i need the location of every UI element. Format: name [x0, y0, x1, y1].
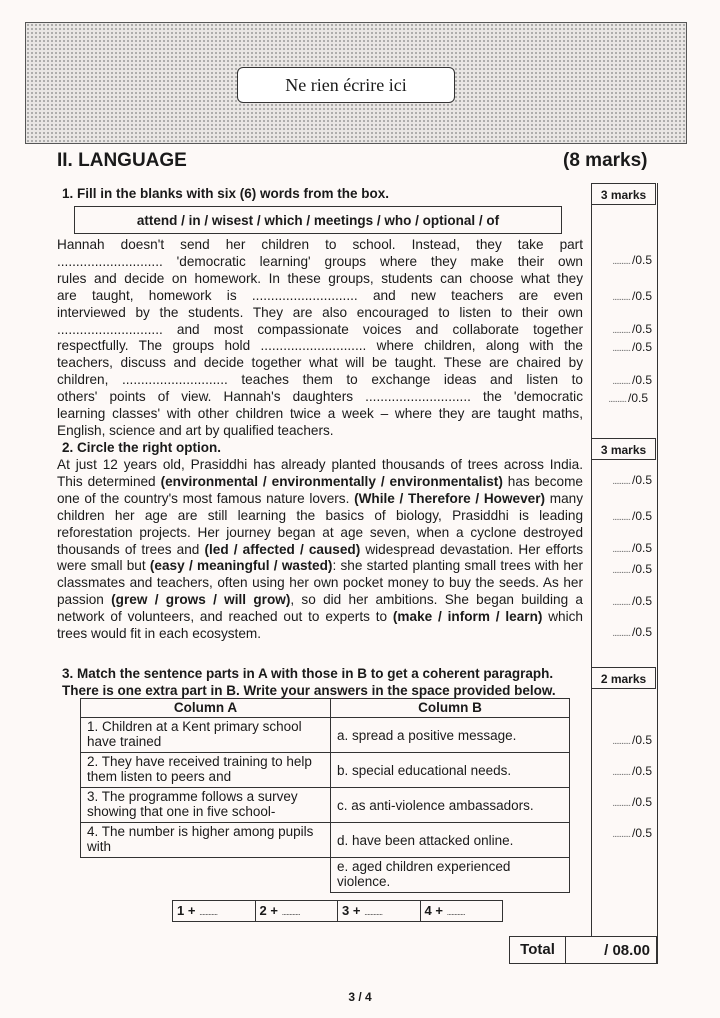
score-slot[interactable]: .......... /0.5	[612, 289, 652, 303]
q1-marks: 3 marks	[591, 183, 656, 205]
column-b-cell: e. aged children experienced violence.	[331, 858, 570, 893]
column-a-header: Column A	[81, 699, 331, 718]
table-row	[81, 753, 570, 788]
q3-title-2: There is one extra part in B. Write your answers in the space provided below.	[62, 683, 556, 698]
page-number: 3 / 4	[348, 990, 372, 1004]
score-slot[interactable]: .......... /0.5	[612, 473, 652, 487]
table-row	[81, 718, 570, 753]
q1-paragraph	[57, 237, 583, 440]
section-marks: (8 marks)	[563, 150, 648, 171]
answer-grid	[172, 900, 503, 922]
score-slot[interactable]: .......... /0.5	[612, 826, 652, 840]
text-line: ............................ 'democratic learning' groups where they make their own	[57, 253, 583, 269]
column-a-cell: 3. The programme follows a survey showing that one in five school-	[81, 788, 331, 823]
total-label: Total	[510, 937, 566, 963]
q2-paragraph: At just 12 years old, Prasiddhi has already planted thousands of trees across India. This determined (environmental / environmentally / environmentalist) has become one of the country's most famous nature lovers. (While / Therefore / However) many children her age are still learning the basics of biology, Prasiddhi is leading reforestation projects. Her journey began at age seven, when a cyclone destroyed thousands of trees and (led / affected / caused) widespread devastation. Her efforts were small but (easy / meaningful / wasted): she started planting small trees with her classmates and teachers, often using her own pocket money to buy the seeds. As her passion (grew / grows / will grow), so did her ambitions. She began building a network of volunteers, and reached out to experts to (make / inform / learn) which trees would fit in each ecosystem.	[57, 457, 583, 642]
score-slot[interactable]: .......... /0.5	[612, 373, 652, 387]
text-line: learning classes' with other children twice a week – where they are taught maths,	[57, 406, 583, 422]
text-line: others' points of view. Hannah's daughters ............................ the 'democratic	[57, 389, 583, 405]
score-slot[interactable]: .......... /0.5	[612, 625, 652, 639]
score-slot[interactable]: .......... /0.5	[612, 733, 652, 747]
score-slot[interactable]: .......... /0.5	[612, 594, 652, 608]
q2-title: 2. Circle the right option.	[62, 440, 222, 455]
text-line: interviewed by the students. They are also encouraged to listen to their own	[57, 304, 583, 320]
column-b-cell: d. have been attacked online.	[331, 823, 570, 858]
score-slot[interactable]: .......... /0.5	[608, 391, 648, 405]
column-b-cell: a. spread a positive message.	[331, 718, 570, 753]
score-slot[interactable]: .......... /0.5	[612, 253, 652, 267]
table-row	[81, 858, 570, 893]
section-title: II. LANGUAGE	[57, 150, 187, 171]
answer-slot-1[interactable]: 1 + ............	[173, 901, 256, 921]
table-header-row	[81, 699, 570, 718]
column-b-header: Column B	[331, 699, 570, 718]
table-row	[81, 823, 570, 858]
text-line: teachers, discuss and decide together what will be taught. These are chaired by	[57, 355, 583, 371]
text-line: Hannah doesn't send her children to school. Instead, they take part	[57, 237, 583, 252]
column-b-cell: c. as anti-violence ambassadors.	[331, 788, 570, 823]
match-table	[80, 698, 570, 893]
text-line: English, science and art by qualified teachers.	[57, 422, 334, 438]
q3-marks: 2 marks	[591, 667, 656, 689]
text-line: rules and decide on homework. In these groups, students can choose what they	[57, 270, 583, 286]
no-write-label: Ne rien écrire ici	[237, 67, 455, 103]
answer-slot-4[interactable]: 4 + ............	[424, 903, 465, 918]
score-slot[interactable]: .......... /0.5	[612, 541, 652, 555]
answer-slot-2[interactable]: 2 + ............	[256, 901, 339, 921]
column-a-cell: 1. Children at a Kent primary school have trained	[81, 718, 331, 753]
score-slot[interactable]: .......... /0.5	[612, 322, 652, 336]
word-box: attend / in / wisest / which / meetings / who / optional / of	[74, 206, 562, 234]
score-slot[interactable]: .......... /0.5	[612, 562, 652, 576]
text-line: ............................ and most compassionate voices and collaborate together	[57, 321, 583, 337]
score-slot[interactable]: .......... /0.5	[612, 764, 652, 778]
column-a-cell: 2. They have received training to help them listen to peers and	[81, 753, 331, 788]
text-line: children, ............................ teaches them to exchange ideas and listen to	[57, 372, 583, 388]
text-line: are taught, homework is ............................ and new teachers are even	[57, 287, 583, 303]
column-a-cell	[81, 858, 331, 893]
score-slot[interactable]: .......... /0.5	[612, 795, 652, 809]
score-slot[interactable]: .......... /0.5	[612, 340, 652, 354]
answer-slot-3[interactable]: 3 + ............	[338, 901, 421, 921]
column-b-cell: b. special educational needs.	[331, 753, 570, 788]
q2-marks: 3 marks	[591, 438, 656, 460]
text-line: respectfully. The groups hold ............................ where children, along with the	[57, 338, 583, 354]
column-a-cell: 4. The number is higher among pupils with	[81, 823, 331, 858]
score-slot[interactable]: .......... /0.5	[612, 509, 652, 523]
table-row	[81, 788, 570, 823]
total-value: / 08.00	[604, 941, 650, 959]
total-box	[509, 936, 657, 964]
q1-title: 1. Fill in the blanks with six (6) words from the box.	[62, 186, 390, 201]
q3-title-1: 3. Match the sentence parts in A with those in B to get a coherent paragraph.	[62, 666, 554, 681]
